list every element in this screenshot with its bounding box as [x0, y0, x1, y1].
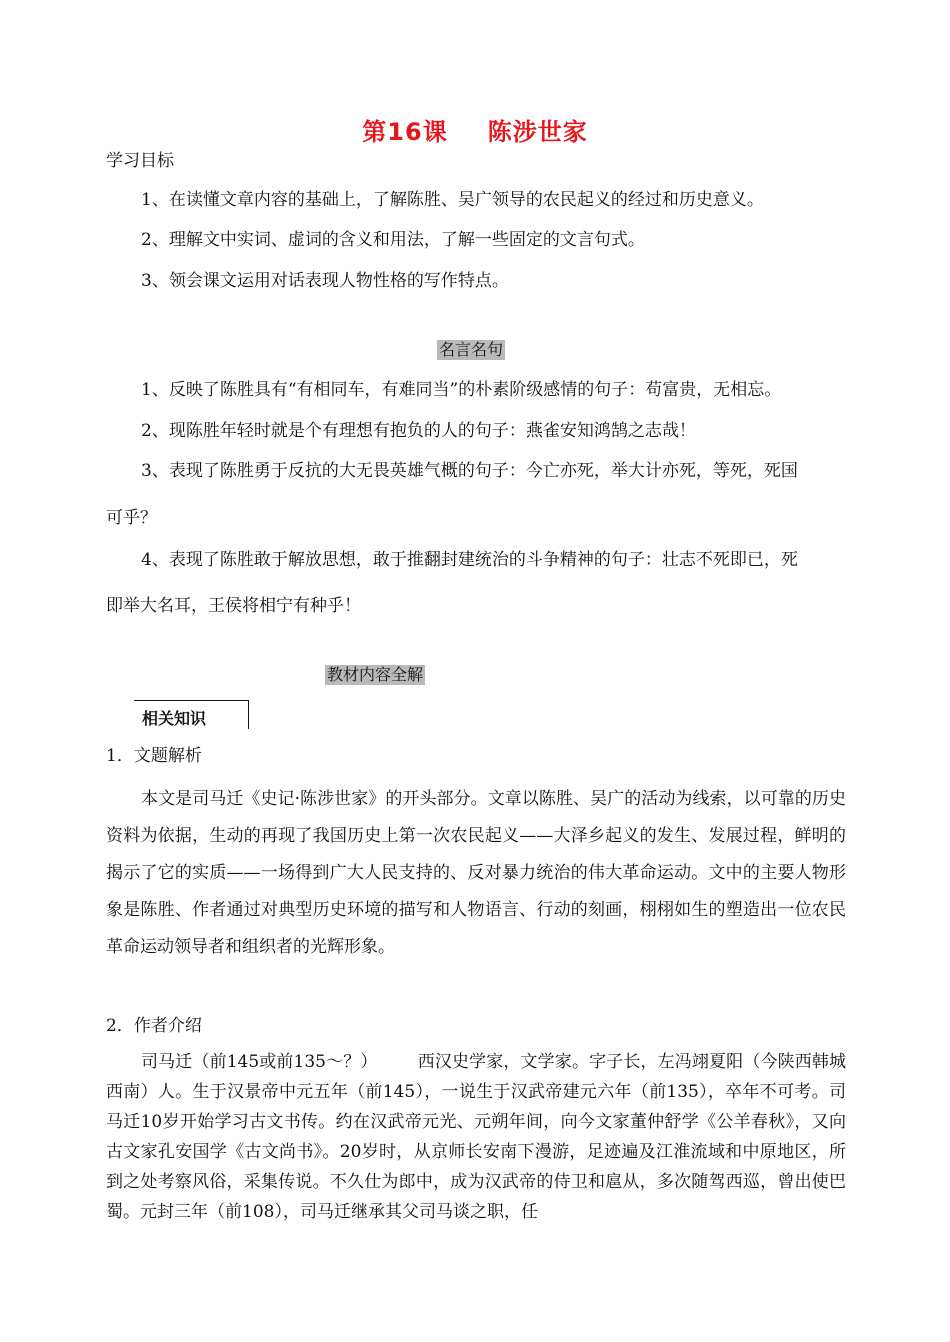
goals-label: 学习目标 — [106, 151, 174, 171]
quote-2: 2、现陈胜年轻时就是个有理想有抱负的人的句子：燕雀安知鸿鹄之志哉！ — [141, 421, 696, 441]
author-name: 司马迁（前145或前135～？） — [141, 1052, 378, 1072]
lesson-name: 陈涉世家 — [487, 118, 588, 146]
section-1-label: 1．文题解析 — [106, 746, 202, 766]
section-2-label: 2．作者介绍 — [106, 1016, 202, 1036]
goal-item-3: 3、领会课文运用对话表现人物性格的写作特点。 — [141, 271, 509, 291]
quotes-heading: 名言名句 — [439, 340, 504, 359]
quote-3-line-2: 可乎？ — [106, 508, 157, 528]
section-2-text-block — [106, 1047, 846, 1227]
page-title — [0, 112, 950, 147]
section-1-paragraph — [106, 781, 846, 966]
author-bio: 西汉史学家，文学家。字子长，左冯翊夏阳（今陕西韩城西南）人。生于汉景帝中元五年（前145），一说生于汉武帝建元六年（前135），卒年不可考。司马迁10岁开始学习古文书传。约在汉武帝元光、元朔年间，向今文家董仲舒学《公羊春秋》，又向古文家孔安国学《古文尚书》。20岁时，从京师长安南下漫游，足迹遍及江淮流域和中原地区，所到之处考察风俗，采集传说。不久仕为郎中，成为汉武帝的侍卫和扈从，多次随驾西巡，曾出使巴蜀。元封三年（前108），司马迁继承其父司马谈之职，任 — [106, 1052, 847, 1222]
lesson-number: 第16课 — [362, 118, 448, 146]
content-heading: 教材内容全解 — [327, 665, 424, 684]
goal-item-2: 2、理解文中实词、虚词的含义和用法，了解一些固定的文言句式。 — [141, 230, 645, 250]
quote-1: 1、反映了陈胜具有“有相同车，有难同当”的朴素阶级感情的句子：苟富贵，无相忘。 — [141, 380, 782, 400]
quote-3-line-1: 3、表现了陈胜勇于反抗的大无畏英雄气概的句子：今亡亦死，举大计亦死，等死，死国 — [141, 461, 798, 481]
related-knowledge-label: 相关知识 — [142, 709, 207, 728]
section-2-paragraph — [106, 1047, 846, 1227]
section-1-text: 本文是司马迁《史记·陈涉世家》的开头部分。文章以陈胜、吴广的活动为线索，以可靠的历史资料为依据，生动的再现了我国历史上第一次农民起义——大泽乡起义的发生、发展过程，鲜明的揭示了它的实质——一场得到广大人民支持的、反对暴力统治的伟大革命运动。文中的主要人物形象是陈胜、作者通过对典型历史环境的描写和人物语言、行动的刻画，栩栩如生的塑造出一位农民革命运动领导者和组织者的光辉形象。 — [106, 789, 846, 957]
goal-item-1: 1、在读懂文章内容的基础上，了解陈胜、吴广领导的农民起义的经过和历史意义。 — [141, 190, 764, 210]
quote-4-line-2: 即举大名耳，王侯将相宁有种乎！ — [106, 596, 361, 616]
related-knowledge-box — [134, 700, 249, 729]
quote-4-line-1: 4、表现了陈胜敢于解放思想，敢于推翻封建统治的斗争精神的句子：壮志不死即已，死 — [141, 550, 798, 570]
